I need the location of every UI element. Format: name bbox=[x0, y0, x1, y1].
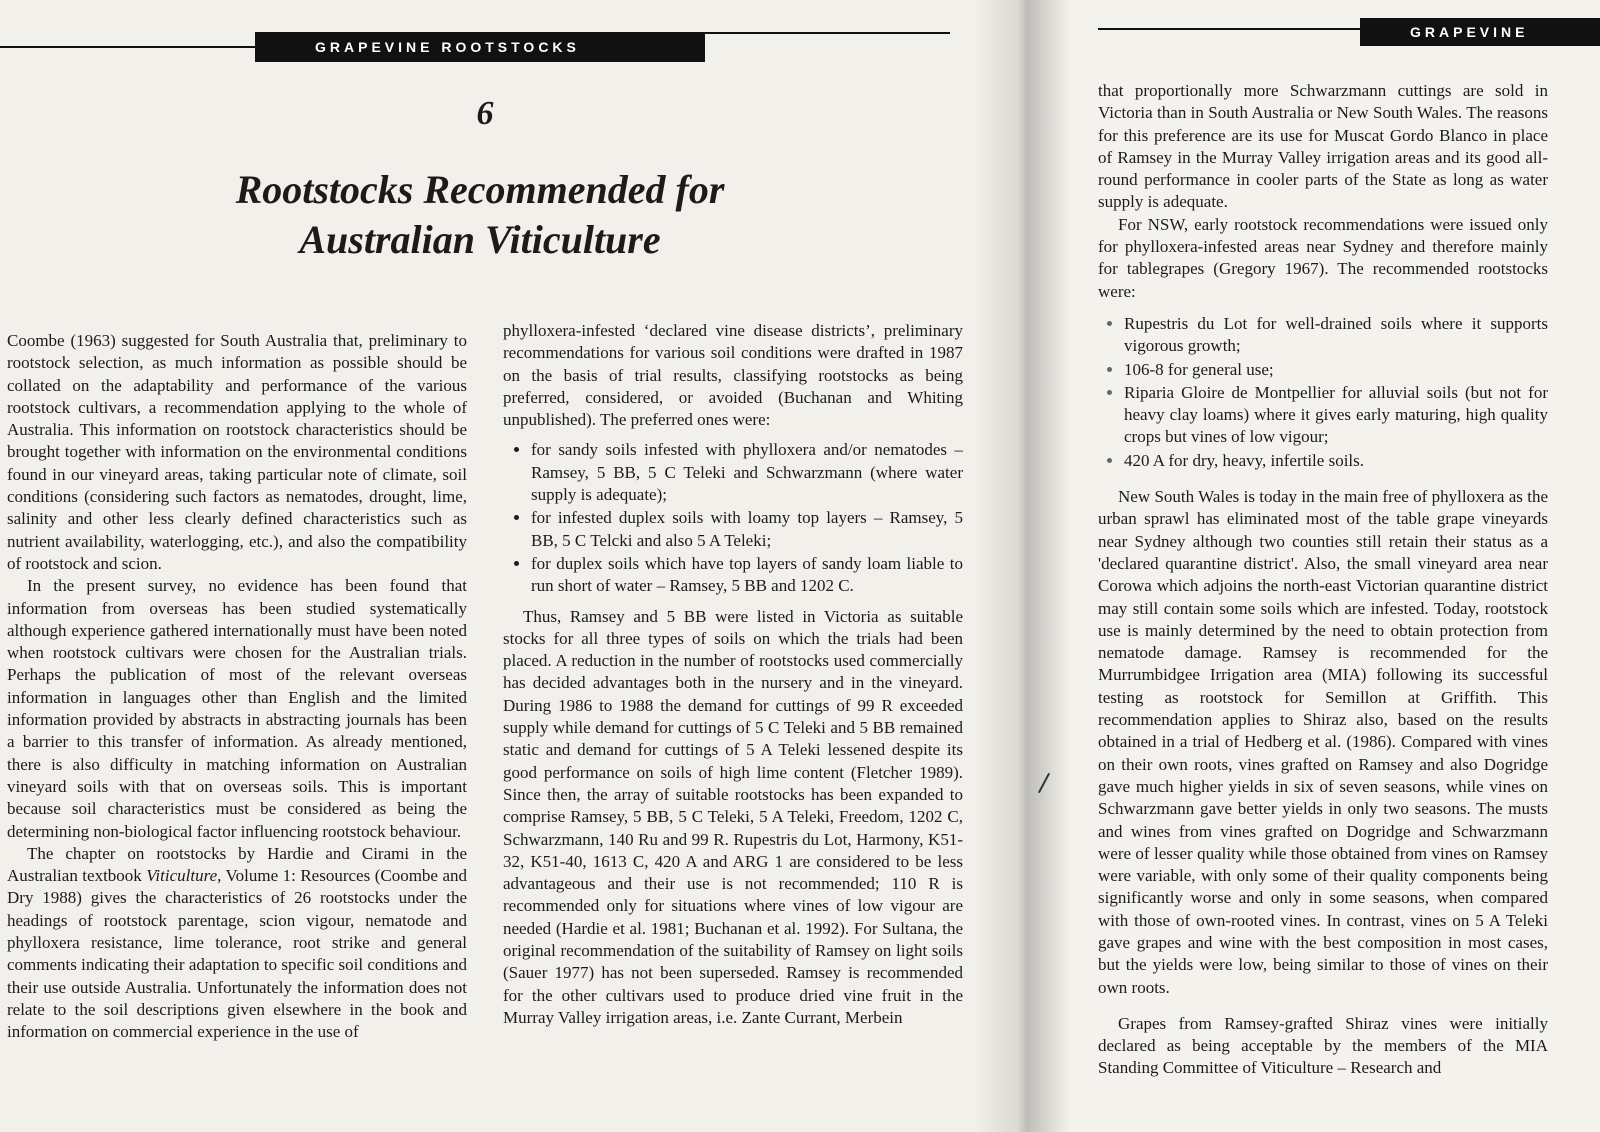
list-item: • 106-8 for general use; bbox=[1124, 359, 1548, 381]
bullet-list bbox=[503, 439, 963, 597]
paragraph: For NSW, early rootstock recommendations were issued only for phylloxera-infested areas near Sydney and therefore mainly for tablegrapes (Gregory 1967). The recommended rootstocks were: bbox=[1098, 214, 1548, 301]
left-column-2 bbox=[503, 320, 963, 1029]
text-run: The chapter on rootstocks by Hardie and Cirami in the Australian textbook bbox=[7, 843, 467, 886]
list-item: • for sandy soils infested with phylloxera and/or nematodes – Ramsey, 5 BB, 5 C Teleki and Schwarzmann (where water supply is adequate); bbox=[531, 439, 963, 506]
header-rule-right bbox=[1098, 28, 1360, 30]
header-rule-left bbox=[0, 46, 255, 48]
italic-title: Viticulture, bbox=[146, 866, 222, 886]
right-page bbox=[1010, 0, 1600, 1132]
chapter-number: 6 bbox=[476, 95, 494, 132]
chapter-title bbox=[60, 165, 900, 265]
list-item: • for duplex soils which have top layers of sandy loam liable to run short of water – Ramsey, 5 BB and 1202 C. bbox=[531, 553, 963, 598]
right-column bbox=[1098, 80, 1548, 1080]
chapter-title-line2: Australian Viticulture bbox=[299, 217, 661, 262]
paragraph: Grapes from Ramsey-grafted Shiraz vines were initially declared as being acceptable by the members of the MIA Standing Committee of Viticulture – Research and bbox=[1098, 1013, 1548, 1078]
paragraph: that proportionally more Schwarzmann cuttings are sold in Victoria than in South Australia or New South Wales. The reasons for this preference are its use for Muscat Gordo Blanco in place of Ramsey in the Murray Valley irrigation areas and its good all-round performance in cooler parts of the State as long as water supply is adequate. bbox=[1098, 81, 1548, 212]
bullet-list bbox=[1098, 313, 1548, 472]
running-head-right-text: GRAPEVINE bbox=[1410, 24, 1529, 40]
left-column-1 bbox=[7, 330, 467, 1044]
list-item: • for infested duplex soils with loamy top layers – Ramsey, 5 BB, 5 C Telcki and also 5 A Teleki; bbox=[531, 507, 963, 552]
paragraph: In the present survey, no evidence has been found that information from overseas has been studied systematically although experience gathered internationally must have been noted when rootstock cultivars were chosen for the Australian trials. Perhaps the publication of most of the relevant overseas information in languages other than English and the limited information provided by abstracts in abstracting journals has been a barrier to this transfer of information. As already mentioned, there is also difficulty in matching information on Australian vineyard soils with that on overseas soils. This is important because soil characteristics must be considered as being the determining non-biological factor influencing rootstock behaviour. bbox=[7, 576, 467, 841]
paragraph: Thus, Ramsey and 5 BB were listed in Victoria as suitable stocks for all three types of soils on which the trials had been placed. A reduction in the number of rootstocks used commercially has decided advantages both in the nursery and in the vineyard. During 1986 to 1988 the demand for cuttings of 99 R exceeded supply while demand for cuttings of 5 C Teleki and 5 BB remained static and demand for cuttings of 5 A Teleki lessened despite its good performance on soils of high lime content (Fletcher 1989). Since then, the array of suitable rootstocks has been expanded to comprise Ramsey, 5 BB, 5 C Teleki, 5 A Teleki, Freedom, 1202 C, Schwarzmann, 140 Ru and 99 R. Rupestris du Lot, Harmony, K51-32, K51-40, 1613 C, 420 A and ARG 1 are considered to be less advantageous and their use is not recommended; 110 R is recommended only for situations where vines of low vigour are needed (Hardie et al. 1981; Buchanan et al. 1992). For Sultana, the original recommendation of the suitability of Ramsey on light soils (Sauer 1977) has not been superseded. Ramsey is recommended for the other cultivars used to produce dried vine fruit in the Murray Valley irrigation areas, i.e. Zante Currant, Merbein bbox=[503, 606, 963, 1027]
header-rule-left-2 bbox=[705, 32, 950, 34]
paragraph: Coombe (1963) suggested for South Australia that, preliminary to rootstock selection, as much information as possible should be collated on the adaptability and performance of the various rootstock cultivars, a recommendation applying to the whole of Australia. This information on rootstock characteristics should be brought together with information on the environmental conditions found in our vineyard areas, taking particular note of climate, soil conditions (considering such factors as nematodes, drought, lime, salinity and other less clearly defined characteristics such as nutrient availability, waterlogging, etc.), and also the compatibility of rootstock and scion. bbox=[7, 331, 467, 573]
list-item: • Riparia Gloire de Montpellier for alluvial soils (but not for heavy clay loams) where it gives early maturing, high quality crops but vines of low vigour; bbox=[1124, 382, 1548, 449]
chapter-title-line1: Rootstocks Recommended for bbox=[235, 167, 725, 212]
text-run: Volume 1: Resources (Coombe and Dry 1988) gives the characteristics of 26 rootstocks under the headings of rootstock parentage, scion vigour, nematode and phylloxera resistance, lime tolerance, root strike and general comments indicating their adaptation to specific soil conditions and their use outside Australia. Unfortunately the information does not relate to the soil descriptions given elsewhere in the book and information on commercial experience in the use of bbox=[7, 866, 467, 1042]
list-item: • Rupestris du Lot for well-drained soils where it supports vigorous growth; bbox=[1124, 313, 1548, 358]
paragraph: phylloxera-infested ‘declared vine disease districts’, preliminary recommendations for various soil conditions were drafted in 1987 on the basis of trial results, classifying rootstocks as being preferred, considered, or avoided (Buchanan and Whiting unpublished). The preferred ones were: bbox=[503, 321, 963, 430]
list-item: • 420 A for dry, heavy, infertile soils. bbox=[1124, 450, 1548, 472]
paragraph bbox=[7, 843, 467, 1044]
running-head-left-text: GRAPEVINE ROOTSTOCKS bbox=[315, 39, 580, 55]
running-head-right bbox=[1360, 18, 1600, 46]
paragraph: New South Wales is today in the main free of phylloxera as the urban sprawl has eliminated most of the table grape vineyards near Sydney although two counties still retain their status as a 'declared quarantine district'. Also, the small vineyard area near Corowa which adjoins the north-east Victorian quarantine district may still contain some soils which are infested. Today, rootstock use is mainly determined by the need to obtain protection from nematode damage. Ramsey is recommended for the Murrumbidgee Irrigation area (MIA) following its successful testing as rootstock for Semillon at Griffith. This recommendation applies to Shiraz also, based on the results obtained in a trial of Hedberg et al. (1986). Compared with vines on their own roots, vines grafted on Ramsey and also Dogridge gave much higher yields in six of seven seasons, while vines on Schwarzmann gave better yields in only two seasons. The musts and wines from vines grafted on Dogridge and Schwarzmann were of lesser quality while those obtained from vines on Ramsey were variable, with only some of their quality components being significantly worse and only in some seasons, when compared with those of own-rooted vines. In contrast, vines on 5 A Teleki gave grapes and wine with the best composition in most cases, but the yields were low, being similar to those of vines on their own roots. bbox=[1098, 487, 1548, 997]
running-head-left bbox=[255, 32, 705, 62]
